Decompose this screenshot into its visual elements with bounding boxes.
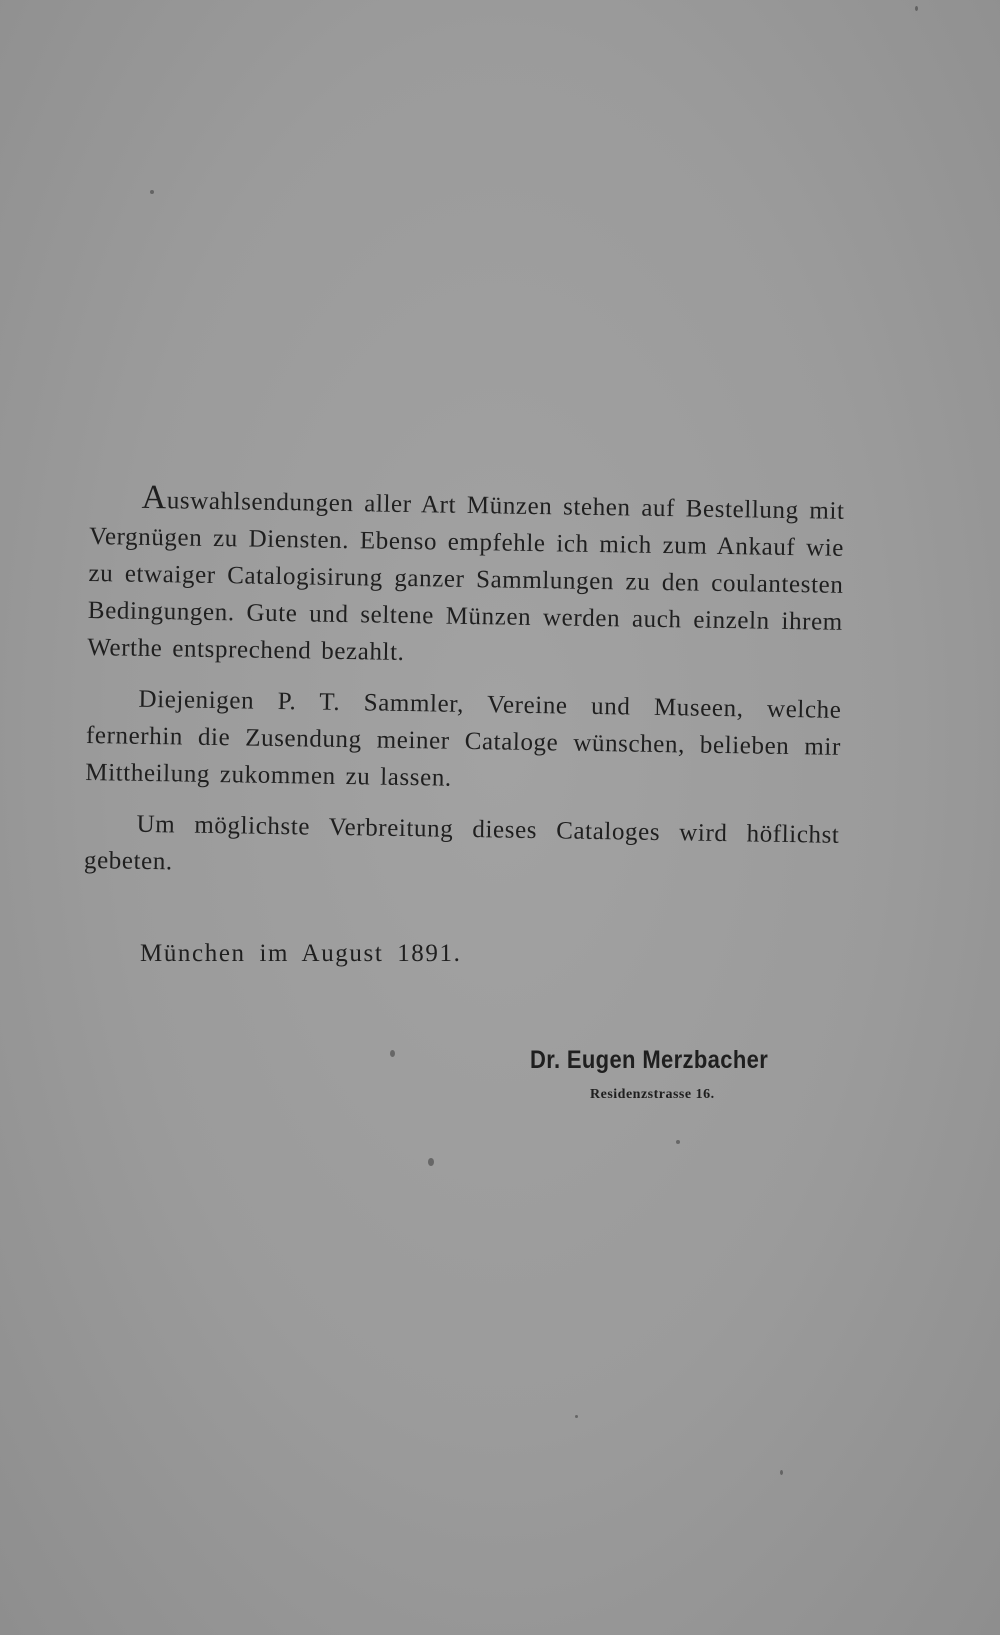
paper-speck — [428, 1158, 434, 1166]
paper-speck — [780, 1470, 783, 1475]
dateline: München im August 1891. — [140, 940, 462, 967]
paper-speck — [150, 190, 154, 194]
paper-speck — [915, 6, 918, 11]
paper-speck — [676, 1140, 680, 1144]
paragraph-selection-offers: Auswahlsendungen aller Art Münzen stehen auf Bestellung mit Vergnügen zu Diensten. Ebenso empfehle ich mich zum Ankauf wie zu etwaiger Catalogisirung ganzer Sammlungen zu den coulantesten Bedingungen. Gute und seltene Münzen werden auch einzeln ihrem Werthe entsprechend bezahlt. — [87, 478, 845, 666]
paper-speck — [390, 1050, 395, 1057]
signature-address: Residenzstrasse 16. — [590, 1087, 715, 1102]
body-text — [83, 478, 844, 905]
signature-name: Dr. Eugen Merzbacher — [530, 1046, 769, 1074]
paragraph-distribution-request: Um möglichste Verbreitung dieses Cataloges wird höflichst gebeten. — [83, 810, 840, 876]
paragraph-catalog-requests: Diejenigen P. T. Sammler, Vereine und Museen, welche fernerhin die Zusendung meiner Cataloge wünschen, belieben mir Mittheilung zukommen zu lassen. — [85, 685, 842, 792]
paper-speck — [575, 1415, 578, 1418]
